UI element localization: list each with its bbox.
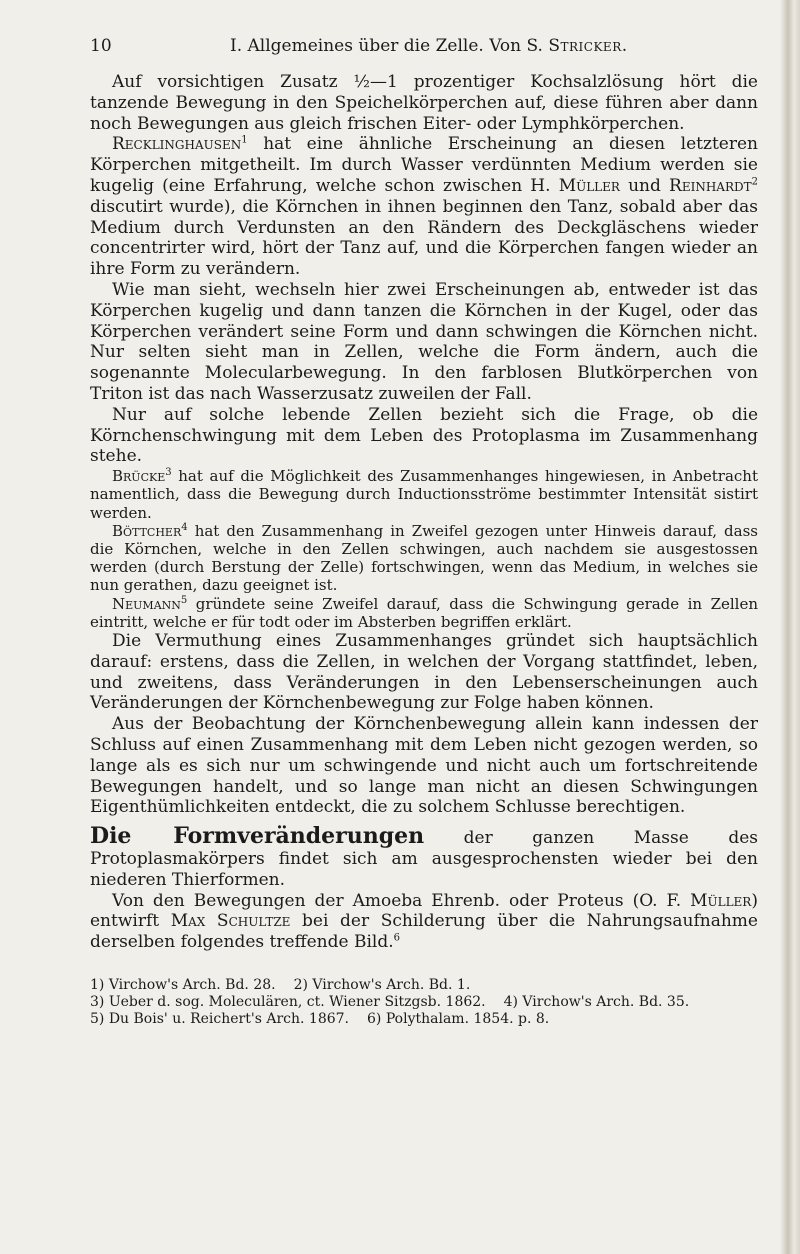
author-name: Brücke — [112, 467, 166, 486]
paragraph-text: discutirt wurde), die Körnchen in ihnen beginnen den Tanz, sobald aber das Medium durch Verdunsten an den Rändern des Deckgläschens wieder concentrirter wird, hört der Tanz auf, und die Körperchen fangen wieder an ihre Form zu verändern. — [90, 196, 758, 280]
author-name: Neumann — [112, 594, 181, 613]
footnote: 4) Virchow's Arch. Bd. 35. — [503, 993, 690, 1010]
paragraph: Die Vermuthung eines Zusammenhanges gründet sich hauptsächlich darauf: erstens, dass die Zellen, in welchen der Vorgang stattfindet, leben, und zweitens, dass Veränderungen in den Lebenserscheinungen auch Veränderungen der Körnchenbewegung zur Folge haben können. — [90, 630, 758, 714]
page-edge — [780, 0, 800, 1254]
paragraph: Auf vorsichtigen Zusatz ½—1 prozentiger Kochsalzlösung hört die tanzende Bewegung in den Speichelkörperchen auf, diese führen aber dann noch Bewegungen aus gleich frischen Eiter- oder Lymphkörperchen. — [90, 72, 758, 134]
paragraph-text: und — [619, 175, 670, 196]
paragraph-text: gründete seine Zweifel darauf, dass die Schwingung gerade in Zellen eintritt, welche er für todt oder im Absterben begriffen erklärt. — [90, 594, 758, 631]
footnote-row — [90, 977, 758, 994]
paragraph-text: bei der Schilderung über die Nahrungsaufnahme derselben folgendes treffende Bild. — [90, 911, 758, 953]
paragraph-text: hat auf die Möglichkeit des Zusammenhanges hingewiesen, in Anbetracht namentlich, dass die Bewegung durch Inductionsströme bestimmter Intensität sistirt werden. — [90, 467, 758, 522]
running-title-author: Stricker. — [548, 36, 628, 56]
paragraph-text: hat eine ähnliche Erscheinung an diesen letzteren Körperchen mitgetheilt. Im durch Wasser verdünnten Medium werden sie kugelig (eine Erfahrung, welche schon zwischen H. — [90, 134, 758, 196]
author-name: Müller — [558, 175, 620, 196]
paragraph: Nur auf solche lebende Zellen bezieht sich die Frage, ob die Körnchenschwingung mit dem Leben des Protoplasma im Zusammenhang stehe. — [90, 404, 758, 467]
paragraph — [90, 134, 758, 280]
footnote-ref: 2 — [751, 176, 758, 188]
author-name: Müller — [690, 890, 752, 911]
author-name: Recklinghausen — [112, 134, 242, 155]
footnote-row — [90, 1011, 758, 1028]
paragraph — [90, 891, 758, 953]
footnote-ref: 6 — [393, 932, 400, 944]
paragraph — [90, 823, 758, 890]
section-lead: Die Formveränderungen — [90, 823, 425, 850]
running-title-text: I. Allgemeines über die Zelle. Von S. — [230, 36, 543, 56]
paragraph: Wie man sieht, wechseln hier zwei Erscheinungen ab, entweder ist das Körperchen kugelig und dann tanzen die Körnchen in der Kugel, oder das Körperchen verändert seine Form und dann schwingen die Körnchen nicht. Nur selten sieht man in Zellen, welche die Form ändern, auch die sogenannte Molecularbewegung. In den farblosen Blutkörperchen von Triton ist das nach Wasserzusatz zuweilen der Fall. — [90, 279, 758, 404]
paragraph: Aus der Beobachtung der Körnchenbewegung allein kann indessen der Schluss auf einen Zusammenhang mit dem Leben nicht gezogen werden, so lange als es sich nur um schwingende und nicht auch um fortschreitende Bewegungen handelt, und so lange man nicht an diesen Schwingungen Eigenthümlichkeiten entdeckt, die zu solchem Schlusse berechtigen. — [90, 714, 758, 818]
footnote-ref: 5 — [180, 594, 188, 606]
author-name: Böttcher — [112, 521, 182, 540]
footnote: 5) Du Bois' u. Reichert's Arch. 1867. — [90, 1010, 349, 1027]
footnotes — [90, 977, 758, 1028]
small-paragraph — [90, 522, 758, 595]
footnote-row — [90, 994, 758, 1011]
footnote: 2) Virchow's Arch. Bd. 1. — [293, 976, 471, 993]
paragraph-text: der ganzen Masse des Protoplasmakörpers findet sich am ausgesprochensten wieder bei den niederen Thierformen. — [90, 828, 758, 890]
paragraph-text: Von den Bewegungen der Amoeba Ehrenb. oder Proteus (O. F. — [112, 890, 691, 911]
running-title — [230, 36, 628, 56]
footnote-ref: 4 — [181, 521, 188, 533]
footnote: 3) Ueber d. sog. Moleculären, ct. Wiener Sitzgsb. 1862. — [90, 993, 486, 1010]
page-body — [90, 72, 758, 1028]
footnote-ref: 3 — [165, 467, 172, 479]
footnote: 1) Virchow's Arch. Bd. 28. — [90, 976, 276, 993]
page-number: 10 — [90, 36, 112, 56]
running-header — [90, 36, 752, 60]
footnote-ref: 1 — [241, 134, 248, 146]
small-paragraph — [90, 595, 758, 631]
author-name: Reinhardt — [669, 175, 752, 196]
author-name: Max Schultze — [170, 911, 291, 932]
small-paragraph — [90, 467, 758, 522]
footnote: 6) Polythalam. 1854. p. 8. — [367, 1010, 550, 1027]
paragraph-text: ) entwirft — [90, 890, 758, 932]
paragraph-text: hat den Zusammenhang in Zweifel gezogen unter Hinweis darauf, dass die Körnchen, welche in den Zellen schwingen, auch nachdem sie ausgestossen werden (durch Berstung der Zelle) fortschwingen, wenn das Medium, in welches sie nun gerathen, dazu geeignet ist. — [90, 521, 758, 595]
